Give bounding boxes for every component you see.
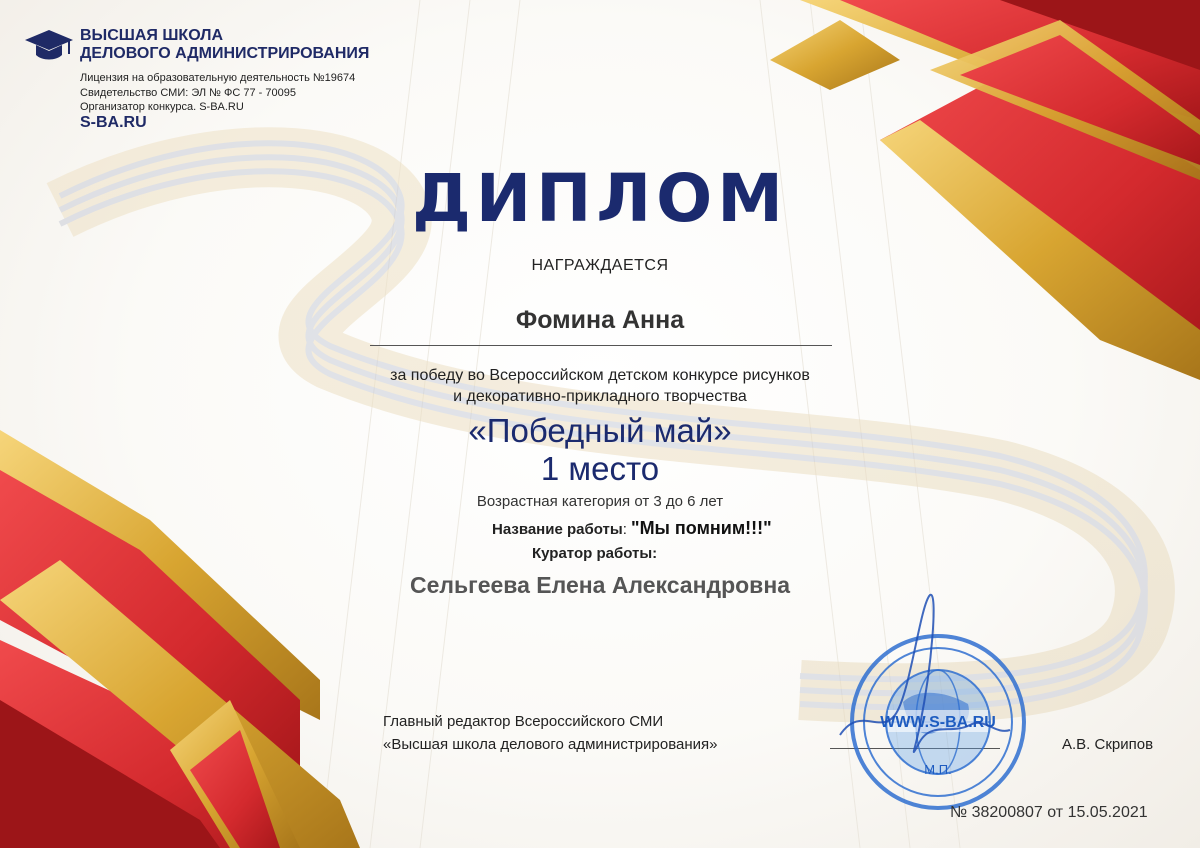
place-awarded: 1 место xyxy=(540,450,660,487)
stamp-mark: М.П. xyxy=(924,762,952,777)
contest-name: «Победный май» xyxy=(468,412,732,449)
org-media-cert: Свидетельство СМИ: ЭЛ № ФС 77 - 70095 xyxy=(80,87,296,99)
document-number: № 38200807 от 15.05.2021 xyxy=(950,804,1148,821)
org-name-line1: ВЫСШАЯ ШКОЛА xyxy=(80,27,224,44)
editor-title-line1: Главный редактор Всероссийского СМИ xyxy=(383,713,664,730)
work-title-row: Название работы: "Мы помним!!!" xyxy=(492,518,772,538)
recipient-name: Фомина Анна xyxy=(515,306,685,334)
award-reason-line1: за победу во Всероссийском детском конкурсе рисунков xyxy=(390,367,810,384)
work-title-label: Название работы xyxy=(492,521,623,538)
signer-name: А.В. Скрипов xyxy=(1062,736,1154,753)
org-name-line2: ДЕЛОВОГО АДМИНИСТРИРОВАНИЯ xyxy=(80,45,370,62)
work-title-value: "Мы помним!!!" xyxy=(631,518,772,538)
curator-label: Куратор работы: xyxy=(532,545,658,562)
diploma-title: ДИПЛОМ xyxy=(412,160,788,237)
recipient-underline xyxy=(370,345,832,346)
handwritten-signature xyxy=(820,585,1020,775)
award-reason-line2: и декоративно-прикладного творчества xyxy=(453,388,747,405)
org-license: Лицензия на образовательную деятельность №19674 xyxy=(80,72,356,84)
org-site: S-BA.RU xyxy=(80,114,147,131)
graduation-cap-icon xyxy=(24,28,74,64)
editor-title-line2: «Высшая школа делового администрирования» xyxy=(383,736,718,753)
curator-name: Сельгеева Елена Александровна xyxy=(409,572,791,598)
awarded-label: НАГРАЖДАЕТСЯ xyxy=(531,257,669,274)
org-name xyxy=(80,27,400,63)
stamp-site: WWW.S-BA.RU xyxy=(880,714,996,731)
age-category: Возрастная категория от 3 до 6 лет xyxy=(476,493,724,510)
org-organizer: Организатор конкурса. S-BA.RU xyxy=(80,101,244,113)
